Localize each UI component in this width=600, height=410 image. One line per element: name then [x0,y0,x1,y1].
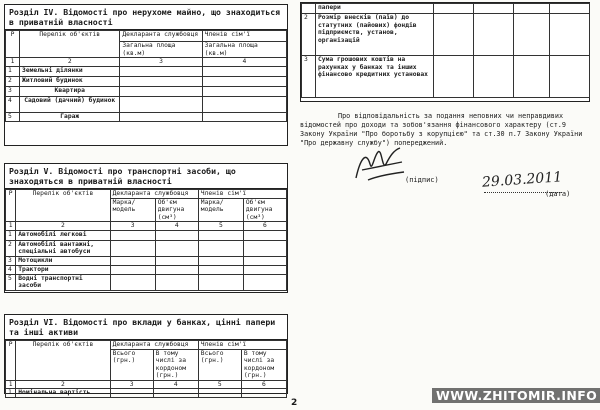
watermark: WWW.ZHITOMIR.INFO [432,388,600,403]
row-label: Гараж [20,113,120,122]
row-label: Автомобілі легкові [16,230,110,240]
section-5-vehicles [4,163,288,293]
row-label: Житловий будинок [20,77,120,87]
row-label: папери [316,4,434,14]
col-object-header: Перелік об'єктів [16,341,110,381]
row-number: 2 [6,240,16,256]
table-row [6,113,287,122]
row-number: 2 [6,77,20,87]
col-brand-family: Марка/модель [198,198,243,222]
row-label: Номінальна вартість [16,389,110,398]
col-area-family: Загальна площа (кв.м) [202,42,286,58]
num-cell: 6 [243,222,286,231]
value-cell [202,87,286,97]
col-brand-declarant: Марка/модель [110,198,155,222]
row-label: Автомобілі вантажні, спеціальні автобуси [16,240,110,256]
value-cell [202,97,286,113]
row-number: 3 [302,56,316,98]
col-engine-declarant: Об'єм двигуна (см³) [155,198,198,222]
table-row [6,67,287,77]
section-4-table [5,30,287,122]
num-cell: 5 [198,380,241,389]
responsibility-statement: Про відповідальність за подання неповних чи неправдивих відомостей про доходи та зобов'язання фінансового характеру (ст.9 Закону України "Про боротьбу з корупцією" та ст.30 п.7 Закону України "Про державну службу") попереджений. [300,112,583,147]
table-row [6,274,287,290]
table-row [6,265,287,274]
col-total-declarant: Всього (грн.) [110,349,153,380]
num-cell: 3 [110,222,155,231]
section-4-real-estate [4,4,288,146]
col-object-header: Перелік об'єктів [20,31,120,58]
row-label: Садовий (дачний) будинок [20,97,120,113]
table-row [6,389,287,398]
date-label: (дата) [545,190,571,198]
section-4-title: Розділ IV. Відомості про нерухоме майно, що знаходиться в приватній власності [5,5,287,30]
value-cell [202,77,286,87]
row-label: Квартира [20,87,120,97]
value-cell [202,67,286,77]
table-row [6,230,287,240]
num-cell: 3 [110,380,153,389]
row-number: 1 [6,389,16,398]
section-5-table [5,189,287,291]
num-cell: 1 [6,58,20,67]
section-5-title: Розділ V. Відомості про транспортні засоби, що знаходяться в приватній власності [5,164,287,189]
num-cell: 4 [155,222,198,231]
row-number: 3 [6,87,20,97]
row-number: 2 [302,14,316,56]
col-p-header: Р [6,341,16,381]
signature-label: (підпис) [405,176,439,184]
col-family-header: Членів сім'ї [198,190,286,199]
table-row [302,56,590,98]
continuation-table [301,3,590,98]
col-p-header: Р [6,31,20,58]
row-label: Водні транспортні засоби [16,274,110,290]
col-family-header: Членів сім'ї [202,31,286,42]
col-declarant-header: Декларанта службовця [110,190,198,199]
col-total-family: Всього (грн.) [198,349,241,380]
table-row [6,87,287,97]
num-cell: 3 [120,58,202,67]
num-cell: 2 [16,222,110,231]
num-cell: 4 [153,380,198,389]
value-cell [120,67,202,77]
date-value: 29.03.2011 [481,169,563,191]
signature-scribble [352,140,408,186]
col-family-header: Членів сім'ї [198,341,286,350]
section-6-continuation-table [300,2,590,102]
num-cell: 5 [198,222,243,231]
col-abroad-declarant: В тому числі за кордоном (грн.) [153,349,198,380]
value-cell [120,113,202,122]
col-abroad-family: В тому числі за кордоном (грн.) [241,349,286,380]
num-cell: 2 [16,380,110,389]
section-6-title: Розділ VI. Відомості про вклади у банках, цінні папери та інші активи [5,315,287,340]
row-number: 4 [6,97,20,113]
page-number: 2 [291,398,298,408]
row-number: 3 [6,256,16,265]
value-cell [202,113,286,122]
col-declarant-header: Декларанта службовця [120,31,202,42]
row-label: Мотоцикли [16,256,110,265]
num-cell: 2 [20,58,120,67]
row-label: Земельні ділянки [20,67,120,77]
table-row [302,4,590,14]
col-declarant-header: Декларанта службовця [110,341,198,350]
value-cell [120,97,202,113]
row-number: 5 [6,274,16,290]
row-label: Розмір внесків (паїв) до статутних (пайових) фондів підприємств, установ, організацій [316,14,434,56]
table-row [6,256,287,265]
row-number: 5 [6,113,20,122]
num-cell: 1 [6,380,16,389]
table-row [6,77,287,87]
col-engine-family: Об'єм двигуна (см³) [243,198,286,222]
col-area-declarant: Загальна площа (кв.м) [120,42,202,58]
row-number: 4 [6,265,16,274]
value-cell [120,87,202,97]
row-number: 1 [6,230,16,240]
num-cell: 1 [6,222,16,231]
row-label: Сума грошових коштів на рахунках у банках та інших фінансово кредитних установах [316,56,434,98]
section-6-table [5,340,287,398]
row-label: Трактори [16,265,110,274]
table-row [302,14,590,56]
value-cell [120,77,202,87]
table-row [6,240,287,256]
section-6-deposits [4,314,288,394]
col-object-header: Перелік об'єктів [16,190,110,222]
table-row [6,97,287,113]
col-p-header: Р [6,190,16,222]
num-cell: 4 [202,58,286,67]
row-number: 1 [6,67,20,77]
num-cell: 6 [241,380,286,389]
